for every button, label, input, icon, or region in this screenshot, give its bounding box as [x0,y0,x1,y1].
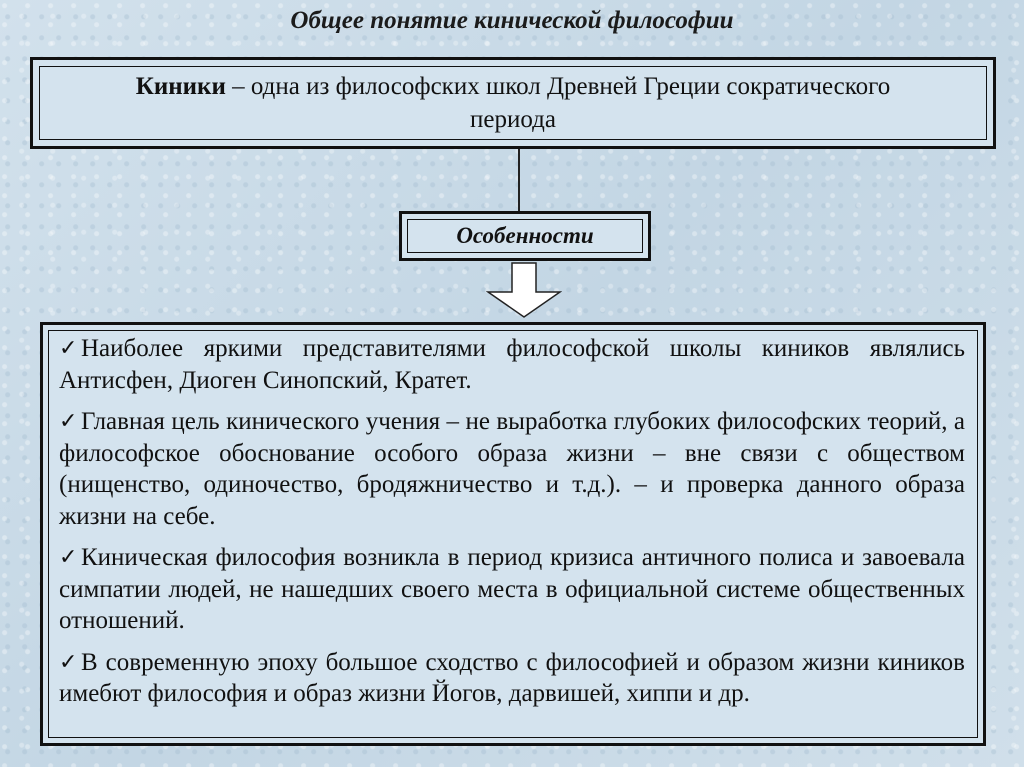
features-box [399,211,651,261]
list-item-text: Наиболее яркими представителями философской школы киников являлись Антисфен, Диоген Синопский, Кратет. [59,335,965,394]
down-arrow-icon [486,262,562,318]
features-list [48,330,978,738]
checkmark-icon: ✓ [59,649,78,675]
definition-body: – одна из философских школ Древней Греции сократического периода [225,73,891,133]
list-item-text: Киническая философия возникла в период кризиса античного полиса и завоевала симпатии людей, не нашедших своего места в официальной системе общественных отношений. [59,544,965,634]
definition-term: Киники [135,73,226,100]
list-item-text: В современную эпоху большое сходство с философией и образом жизни киников имебют философия и образ жизни Йогов, дарвишей, хиппи и др. [59,648,965,707]
list-item [59,333,965,396]
list-item [59,542,965,637]
definition-box [30,57,996,149]
definition-text [100,70,926,136]
list-item [59,647,965,710]
page-title: Общее понятие кинической философии [290,7,734,34]
list-item [59,406,965,532]
list-item-text: Главная цель кинического учения – не выработка глубоких философских теорий, а философское обоснование особого образа жизни – вне связи с обществом (нищенство, одиночество, бродяжничество и т.д.). – и проверка данного образа жизни на себе. [59,408,965,530]
connector-line [518,149,520,212]
checkmark-icon: ✓ [59,336,78,361]
definition-box-inner [39,66,987,140]
checkmark-icon: ✓ [59,409,78,434]
features-list-box [40,322,986,746]
features-label: Особенности [407,219,643,253]
checkmark-icon: ✓ [59,545,78,570]
